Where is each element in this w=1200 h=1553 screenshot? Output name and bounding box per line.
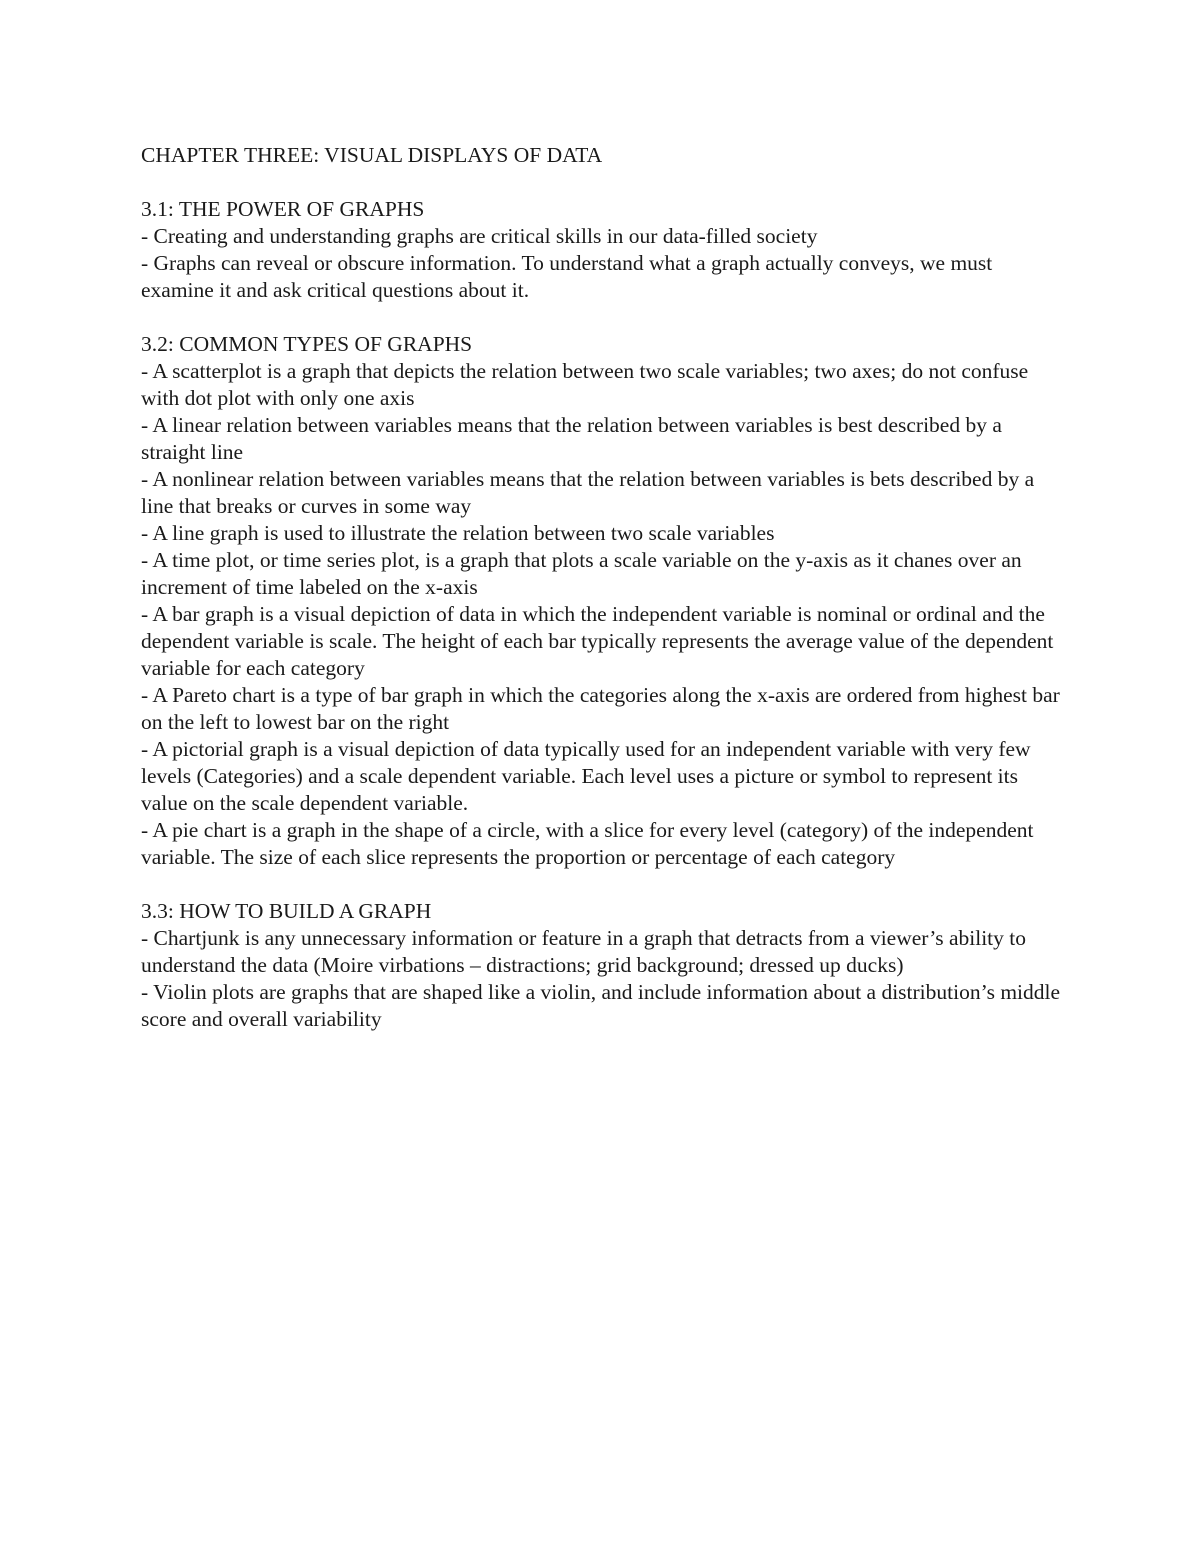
document-content bbox=[141, 142, 1066, 1060]
bullet-item: - A scatterplot is a graph that depicts the relation between two scale variables; two axes; do not confuse with dot plot with only one axis bbox=[141, 359, 1029, 410]
section-heading: 3.1: THE POWER OF GRAPHS bbox=[141, 197, 425, 221]
bullet-item: - Chartjunk is any unnecessary information or feature in a graph that detracts from a viewer’s ability to understand the data (Moire virbations – distractions; grid background; dressed up ducks) bbox=[141, 926, 1026, 977]
bullet-item: - A time plot, or time series plot, is a graph that plots a scale variable on the y-axis as it chanes over an increment of time labeled on the x-axis bbox=[141, 548, 1022, 599]
section-common-types-of-graphs bbox=[141, 331, 1066, 871]
bullet-item: - Violin plots are graphs that are shaped like a violin, and include information about a distribution’s middle score and overall variability bbox=[141, 980, 1061, 1031]
section-power-of-graphs bbox=[141, 196, 1066, 304]
bullet-item: - Creating and understanding graphs are critical skills in our data-filled society bbox=[141, 224, 818, 248]
section-how-to-build-a-graph bbox=[141, 898, 1066, 1033]
section-heading: 3.3: HOW TO BUILD A GRAPH bbox=[141, 899, 432, 923]
bullet-item: - A bar graph is a visual depiction of data in which the independent variable is nominal or ordinal and the dependent variable is scale. The height of each bar typically represents the average value of the dependent variable for each category bbox=[141, 602, 1054, 680]
bullet-item: - A linear relation between variables means that the relation between variables is best described by a straight line bbox=[141, 413, 1002, 464]
bullet-item: - A nonlinear relation between variables means that the relation between variables is bets described by a line that breaks or curves in some way bbox=[141, 467, 1035, 518]
bullet-item: - A line graph is used to illustrate the relation between two scale variables bbox=[141, 521, 775, 545]
bullet-item: - A pictorial graph is a visual depiction of data typically used for an independent variable with very few levels (Categories) and a scale dependent variable. Each level uses a picture or symbol to represent its value on the scale dependent variable. bbox=[141, 737, 1031, 815]
bullet-item: - A Pareto chart is a type of bar graph in which the categories along the x-axis are ordered from highest bar on the left to lowest bar on the right bbox=[141, 683, 1060, 734]
bullet-item: - A pie chart is a graph in the shape of a circle, with a slice for every level (category) of the independent variable. The size of each slice represents the proportion or percentage of each category bbox=[141, 818, 1034, 869]
chapter-title: CHAPTER THREE: VISUAL DISPLAYS OF DATA bbox=[141, 143, 603, 167]
section-heading: 3.2: COMMON TYPES OF GRAPHS bbox=[141, 332, 473, 356]
bullet-item: - Graphs can reveal or obscure information. To understand what a graph actually conveys, we must examine it and ask critical questions about it. bbox=[141, 251, 993, 302]
